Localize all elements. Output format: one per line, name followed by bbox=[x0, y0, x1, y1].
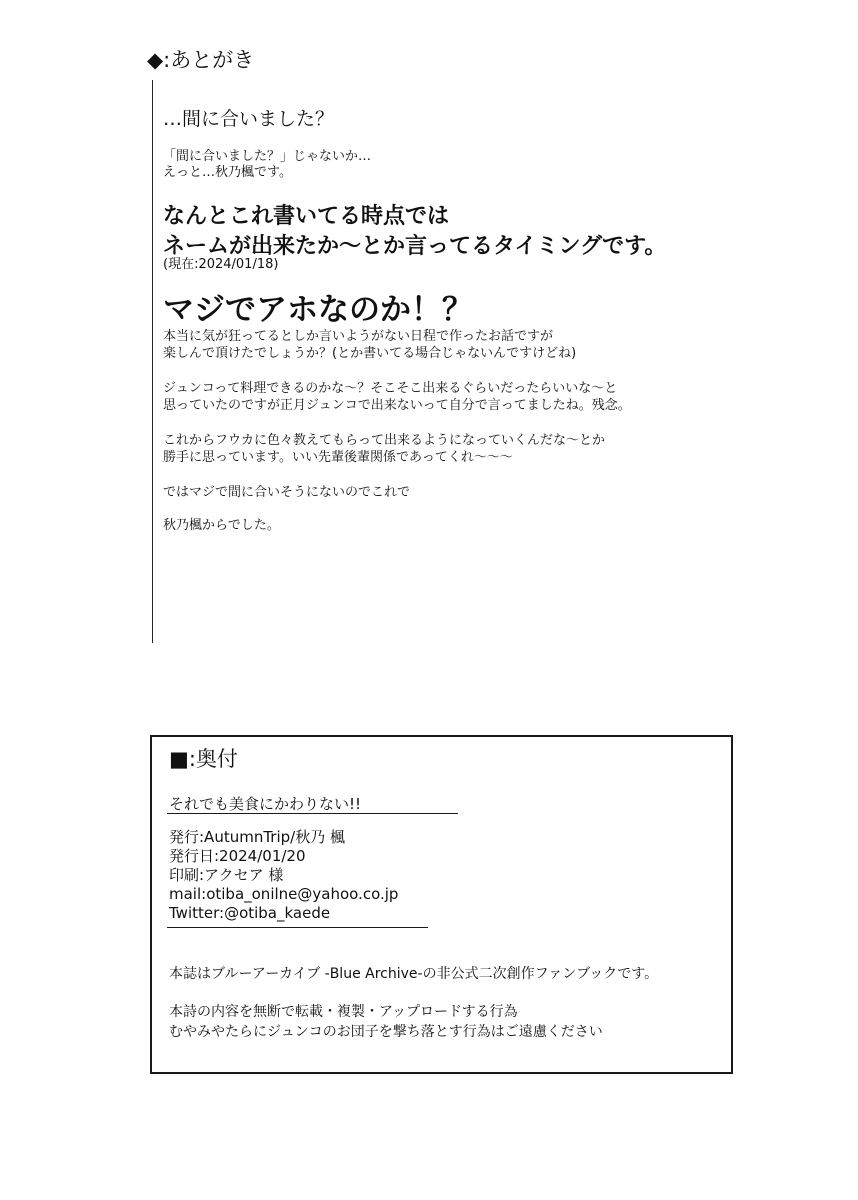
afterword-p1-line1: 「間に合いました？」じゃないか… bbox=[163, 149, 372, 164]
colophon-heading: ■:奥付 bbox=[169, 747, 238, 771]
fanbook-notice: 本誌はブルーアーカイブ -Blue Archive-の非公式二次創作ファンブックです。 bbox=[169, 966, 659, 982]
afterword-big-line1: なんとこれ書いてる時点では bbox=[163, 204, 450, 229]
publish-date: 発行日:2024/01/20 bbox=[169, 847, 306, 865]
afterword-p4-line2: 勝手に思っています。いい先輩後輩関係であってくれ〜〜〜 bbox=[163, 450, 513, 465]
mail-address: mail:otiba_onilne@yahoo.co.jp bbox=[169, 885, 399, 903]
afterword-big-line2: ネームが出来たか〜とか言ってるタイミングです。 bbox=[163, 234, 667, 259]
afterword-exclamation: マジでアホなのか！？ bbox=[163, 292, 473, 328]
colophon-box bbox=[150, 735, 733, 1074]
warning-line2: むやみやたらにジュンコのお団子を撃ち落とす行為はご遠慮ください bbox=[169, 1024, 603, 1040]
printer: 印刷:アクセア 様 bbox=[169, 866, 284, 884]
afterword-p6: 秋乃楓からでした。 bbox=[163, 518, 280, 533]
afterword-p5: ではマジで間に合いそうにないのでこれで bbox=[163, 485, 411, 500]
afterword-vertical-rule bbox=[152, 80, 153, 643]
title-underline bbox=[167, 813, 458, 814]
info-underline bbox=[167, 927, 428, 928]
afterword-p3-line2: 思っていたのですが正月ジュンコで出来ないって自分で言ってましたね。残念。 bbox=[163, 398, 631, 413]
afterword-p3-line1: ジュンコって料理できるのかな〜？そこそこ出来るぐらいだったらいいな〜と bbox=[163, 381, 618, 396]
afterword-heading: ◆:あとがき bbox=[147, 48, 255, 72]
afterword-lead: …間に合いました？ bbox=[163, 108, 335, 130]
publication-info bbox=[169, 828, 398, 923]
afterword-p2-line2: 楽しんで頂けたでしょうか？(とか書いてる場合じゃないんですけどね) bbox=[163, 346, 577, 361]
afterword-p1-line2: えっと…秋乃楓です。 bbox=[163, 165, 292, 180]
book-title: それでも美食にかわりない!! bbox=[169, 795, 362, 813]
warning-line1: 本詩の内容を無断で転載・複製・アップロードする行為 bbox=[169, 1004, 518, 1020]
twitter-handle: Twitter:@otiba_kaede bbox=[169, 904, 331, 922]
publisher: 発行:AutumnTrip/秋乃 楓 bbox=[169, 828, 345, 846]
afterword-date-note: (現在:2024/01/18) bbox=[163, 257, 279, 272]
afterword-p4-line1: これからフウカに色々教えてもらって出来るようになっていくんだな〜とか bbox=[163, 433, 606, 448]
afterword-p2-line1: 本当に気が狂ってるとしか言いようがない日程で作ったお話ですが bbox=[163, 329, 554, 344]
